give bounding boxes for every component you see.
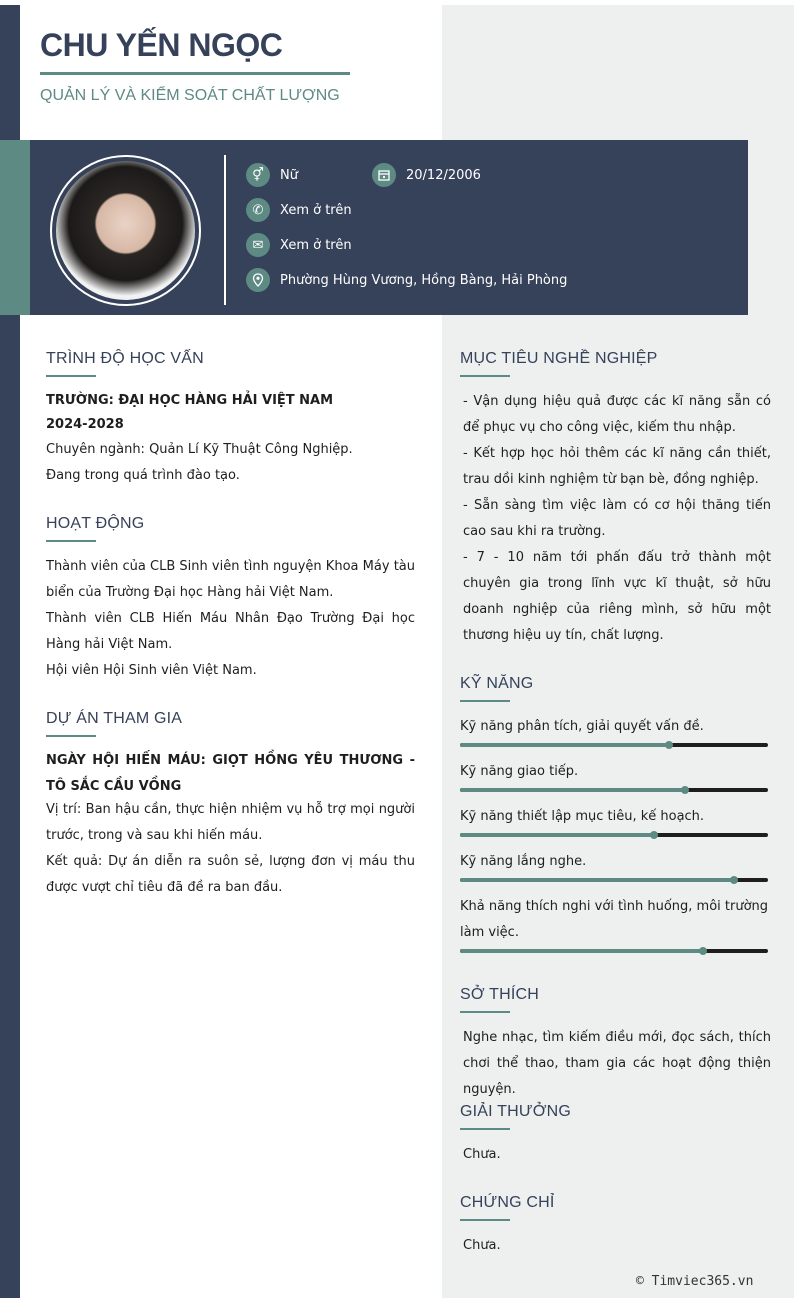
- skill-bar: [460, 743, 768, 747]
- gender-value: Nữ: [280, 167, 298, 183]
- skill-bar: [460, 833, 768, 837]
- contact-phone: [246, 198, 352, 222]
- email-value: Xem ở trên: [280, 237, 352, 253]
- address-value: Phường Hùng Vương, Hồng Bàng, Hải Phòng: [280, 272, 568, 288]
- objective-title: MỤC TIÊU NGHỀ NGHIỆP: [460, 350, 658, 367]
- activity-item: Thành viên CLB Hiến Máu Nhân Đạo Trường Đại học Hàng hải Việt Nam.: [46, 611, 415, 652]
- contact-divider: [224, 155, 226, 305]
- project-result: Kết quả: Dự án diễn ra suôn sẻ, lượng đơn vị máu thu được vượt chỉ tiêu đã đề ra ban đầu.: [46, 854, 415, 895]
- calendar-icon: [372, 163, 396, 187]
- location-icon: [246, 268, 270, 292]
- skill-bar-knob: [650, 831, 658, 839]
- skill-label: Kỹ năng giao tiếp.: [460, 764, 579, 779]
- contact-gender: [246, 163, 298, 187]
- skill-label: Kỹ năng phân tích, giải quyết vấn đề.: [460, 719, 704, 734]
- contact-email: [246, 233, 352, 257]
- skill-bar-knob: [681, 786, 689, 794]
- skill-label: Kỹ năng thiết lập mục tiêu, kế hoạch.: [460, 809, 705, 824]
- activity-item: Hội viên Hội Sinh viên Việt Nam.: [46, 663, 257, 678]
- education-underline: [46, 375, 96, 377]
- education-status: Đang trong quá trình đào tạo.: [46, 468, 240, 483]
- education-title: TRÌNH ĐỘ HỌC VẤN: [46, 350, 204, 367]
- skill-bar-fill: [460, 743, 669, 747]
- objective-underline: [460, 375, 510, 377]
- objective-item: - Sẵn sàng tìm việc làm có cơ hội thăng tiến cao sau khi ra trường.: [463, 498, 771, 539]
- awards-text: Chưa.: [463, 1147, 501, 1162]
- education-years: 2024-2028: [46, 417, 124, 432]
- contact-birthday: [372, 163, 481, 187]
- certificates-title: CHỨNG CHỈ: [460, 1194, 555, 1211]
- hobbies-text: Nghe nhạc, tìm kiếm điều mới, đọc sách, thích chơi thể thao, tham gia các hoạt động thiện nguyện.: [463, 1030, 771, 1097]
- skill-label: Kỹ năng lắng nghe.: [460, 854, 587, 869]
- skills-title: KỸ NĂNG: [460, 675, 534, 692]
- name-underline: [40, 72, 350, 75]
- certificates-text: Chưa.: [463, 1238, 501, 1253]
- objective-item: - 7 - 10 năm tới phấn đấu trở thành một chuyên gia trong lĩnh vực kĩ thuật, sở hữu doanh nghiệp của riêng mình, sở hữu một thương hiệu uy tín, chất lượng.: [463, 550, 771, 643]
- projects-title: DỰ ÁN THAM GIA: [46, 710, 183, 727]
- awards-title: GIẢI THƯỞNG: [460, 1103, 572, 1120]
- job-title: QUẢN LÝ VÀ KIỂM SOÁT CHẤT LƯỢNG: [40, 87, 340, 104]
- phone-icon: ✆: [246, 198, 270, 222]
- skill-bar-fill: [460, 949, 703, 953]
- education-major: Chuyên ngành: Quản Lí Kỹ Thuật Công Nghiệp.: [46, 442, 353, 457]
- certificates-underline: [460, 1219, 510, 1221]
- mail-icon: ✉: [246, 233, 270, 257]
- skill-bar-fill: [460, 833, 654, 837]
- skill-bar: [460, 878, 768, 882]
- objective-item: - Kết hợp học hỏi thêm các kĩ năng cần thiết, trau dồi kinh nghiệm từ bạn bè, đồng nghiệp.: [463, 446, 771, 487]
- skill-bar-fill: [460, 878, 734, 882]
- birthday-value: 20/12/2006: [406, 167, 481, 183]
- hobbies-title: SỞ THÍCH: [460, 986, 540, 1003]
- project-role: Vị trí: Ban hậu cần, thực hiện nhiệm vụ hỗ trợ mọi người trước, trong và sau khi hiến máu.: [46, 802, 415, 843]
- contact-address: [246, 268, 567, 292]
- education-school: TRƯỜNG: ĐẠI HỌC HÀNG HẢI VIỆT NAM: [46, 393, 334, 408]
- skill-bar: [460, 949, 768, 953]
- footer-watermark: © Timviec365.vn: [636, 1274, 754, 1289]
- skill-bar-fill: [460, 788, 685, 792]
- skill-label: Khả năng thích nghi với tình huống, môi trường làm việc.: [460, 899, 769, 940]
- projects-underline: [46, 735, 96, 737]
- objective-item: - Vận dụng hiệu quả được các kĩ năng sẵn có để phục vụ cho công việc, kiếm thu nhập.: [463, 394, 771, 435]
- hobbies-underline: [460, 1011, 510, 1013]
- skills-underline: [460, 700, 510, 702]
- activities-title: HOẠT ĐỘNG: [46, 515, 145, 532]
- skill-bar: [460, 788, 768, 792]
- awards-underline: [460, 1128, 510, 1130]
- avatar: [56, 161, 195, 300]
- gender-icon: ⚥: [246, 163, 270, 187]
- candidate-name: CHU YẾN NGỌC: [40, 27, 283, 63]
- info-band-accent: [0, 140, 30, 315]
- activity-item: Thành viên của CLB Sinh viên tình nguyện Khoa Máy tàu biển của Trường Đại học Hàng hải Việt Nam.: [46, 559, 415, 600]
- activities-underline: [46, 540, 96, 542]
- project-name: NGÀY HỘI HIẾN MÁU: GIỌT HỒNG YÊU THƯƠNG - TÔ SẮC CẦU VỒNG: [46, 753, 415, 794]
- phone-value: Xem ở trên: [280, 202, 352, 218]
